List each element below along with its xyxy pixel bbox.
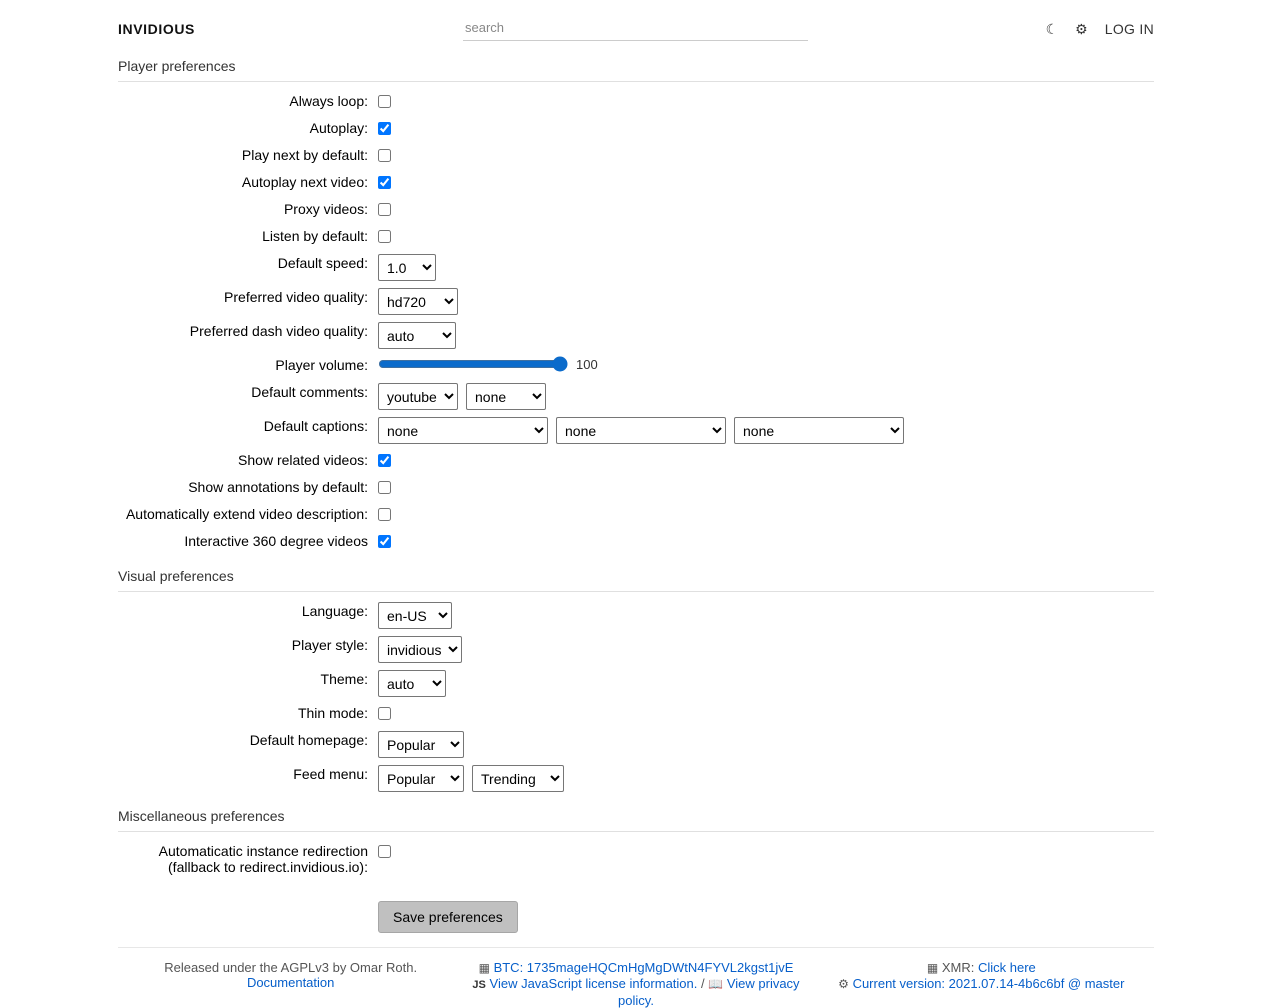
row-show-annotations	[118, 478, 1154, 498]
checkbox-show-related-videos[interactable]	[378, 454, 391, 467]
row-default-captions	[118, 417, 1154, 444]
checkbox-autoplay[interactable]	[378, 122, 391, 135]
select-default-comments-primary[interactable]	[378, 383, 458, 410]
row-default-homepage	[118, 731, 1154, 758]
footer-right	[809, 960, 1154, 1008]
book-icon: 📖	[708, 977, 724, 991]
monero-icon: ▦	[478, 961, 490, 975]
select-default-comments-secondary[interactable]	[466, 383, 546, 410]
row-proxy-videos	[118, 200, 1154, 220]
label-preferred-dash-quality: Preferred dash video quality:	[189, 323, 368, 339]
row-listen-by-default	[118, 227, 1154, 247]
label-autoplay-next-video: Autoplay next video:	[241, 174, 368, 190]
label-preferred-video-quality: Preferred video quality:	[224, 289, 368, 305]
footer-separator: /	[701, 976, 705, 991]
row-thin-mode	[118, 704, 1154, 724]
row-preferred-video-quality	[118, 288, 1154, 315]
footer-documentation-link[interactable]: Documentation	[246, 975, 335, 990]
select-default-captions-tertiary[interactable]	[734, 417, 904, 444]
select-preferred-dash-quality[interactable]	[378, 322, 456, 349]
label-language: Language:	[301, 603, 368, 619]
footer-license-text: Released under the AGPLv3 by Omar Roth.	[164, 960, 418, 975]
row-auto-instance-redirect	[118, 842, 1154, 875]
label-default-homepage: Default homepage:	[249, 732, 368, 748]
label-autoplay: Autoplay:	[309, 120, 368, 136]
label-interactive-360: Interactive 360 degree videos	[184, 533, 368, 549]
navbar-actions	[1046, 21, 1154, 37]
save-row	[118, 901, 1154, 933]
label-default-comments: Default comments:	[251, 384, 368, 400]
checkbox-thin-mode[interactable]	[378, 707, 391, 720]
label-feed-menu: Feed menu:	[293, 766, 368, 782]
row-feed-menu	[118, 765, 1154, 792]
label-show-annotations: Show annotations by default:	[188, 479, 368, 495]
footer-btc-link[interactable]: BTC: 1735mageHQCmHgMgDWtN4FYVL2kgst1jvE	[493, 960, 794, 975]
search-container	[463, 18, 808, 41]
row-player-volume	[118, 356, 1154, 376]
select-language[interactable]	[378, 602, 452, 629]
checkbox-listen-by-default[interactable]	[378, 230, 391, 243]
label-auto-instance-redirect: Automaticatic instance redirection (fallback to redirect.invidious.io):	[158, 843, 368, 875]
preferences-form	[0, 58, 1272, 933]
footer-version-link[interactable]: Current version: 2021.07.14-4b6c6bf @ master	[852, 976, 1125, 991]
player-preferences-legend: Player preferences	[118, 58, 1154, 82]
moon-icon[interactable]: ☾	[1045, 21, 1059, 37]
slider-player-volume[interactable]	[378, 356, 568, 372]
save-preferences-button[interactable]: Save preferences	[378, 901, 518, 933]
row-always-loop	[118, 92, 1154, 112]
label-player-style: Player style:	[291, 637, 368, 653]
row-extend-description	[118, 505, 1154, 525]
monero-icon-right: ▦	[926, 961, 939, 975]
login-link[interactable]: LOG IN	[1104, 21, 1154, 37]
checkbox-autoplay-next-video[interactable]	[378, 176, 391, 189]
label-theme: Theme:	[320, 671, 368, 687]
github-icon: ⚙	[838, 977, 849, 991]
footer-privacy-link[interactable]: View privacy policy.	[618, 976, 800, 1008]
value-player-volume: 100	[576, 356, 598, 372]
checkbox-auto-instance-redirect[interactable]	[378, 845, 391, 858]
select-feed-menu-secondary[interactable]	[472, 765, 564, 792]
row-play-next-by-default	[118, 146, 1154, 166]
row-language	[118, 602, 1154, 629]
search-input[interactable]	[463, 18, 808, 41]
footer-center	[463, 960, 808, 1008]
label-extend-description: Automatically extend video description:	[125, 506, 368, 522]
select-player-style[interactable]	[378, 636, 462, 663]
js-badge: JS	[472, 979, 486, 991]
label-default-speed: Default speed:	[277, 255, 368, 271]
label-proxy-videos: Proxy videos:	[283, 201, 368, 217]
checkbox-proxy-videos[interactable]	[378, 203, 391, 216]
row-autoplay-next-video	[118, 173, 1154, 193]
row-preferred-dash-quality	[118, 322, 1154, 349]
checkbox-play-next-by-default[interactable]	[378, 149, 391, 162]
gear-icon[interactable]: ⚙	[1075, 21, 1088, 37]
row-show-related-videos	[118, 451, 1154, 471]
select-default-captions-secondary[interactable]	[556, 417, 726, 444]
label-listen-by-default: Listen by default:	[262, 228, 368, 244]
row-theme	[118, 670, 1154, 697]
row-default-comments	[118, 383, 1154, 410]
row-autoplay	[118, 119, 1154, 139]
footer-xmr-label: XMR:	[941, 960, 975, 975]
row-player-style	[118, 636, 1154, 663]
row-interactive-360	[118, 532, 1154, 552]
label-player-volume: Player volume:	[275, 357, 368, 373]
save-spacer	[118, 901, 378, 933]
checkbox-show-annotations[interactable]	[378, 481, 391, 494]
brand-logo[interactable]: INVIDIOUS	[118, 21, 195, 37]
checkbox-extend-description[interactable]	[378, 508, 391, 521]
misc-preferences-legend: Miscellaneous preferences	[118, 808, 1154, 832]
checkbox-interactive-360[interactable]	[378, 535, 391, 548]
checkbox-always-loop[interactable]	[378, 95, 391, 108]
label-play-next-by-default: Play next by default:	[241, 147, 368, 163]
select-theme[interactable]	[378, 670, 446, 697]
row-default-speed	[118, 254, 1154, 281]
label-default-captions: Default captions:	[263, 418, 368, 434]
label-show-related-videos: Show related videos:	[238, 452, 368, 468]
select-default-homepage[interactable]	[378, 731, 464, 758]
select-default-captions-primary[interactable]	[378, 417, 548, 444]
footer-left	[118, 960, 463, 1008]
label-thin-mode: Thin mode:	[297, 705, 368, 721]
select-feed-menu-primary[interactable]	[378, 765, 464, 792]
select-preferred-video-quality[interactable]	[378, 288, 458, 315]
navbar	[0, 0, 1272, 54]
visual-preferences-legend: Visual preferences	[118, 568, 1154, 592]
footer-xmr-link[interactable]: Click here	[977, 960, 1036, 975]
label-always-loop: Always loop:	[289, 93, 368, 109]
footer	[118, 947, 1154, 1008]
footer-js-license-link[interactable]: View JavaScript license information.	[489, 976, 698, 991]
select-default-speed[interactable]	[378, 254, 436, 281]
